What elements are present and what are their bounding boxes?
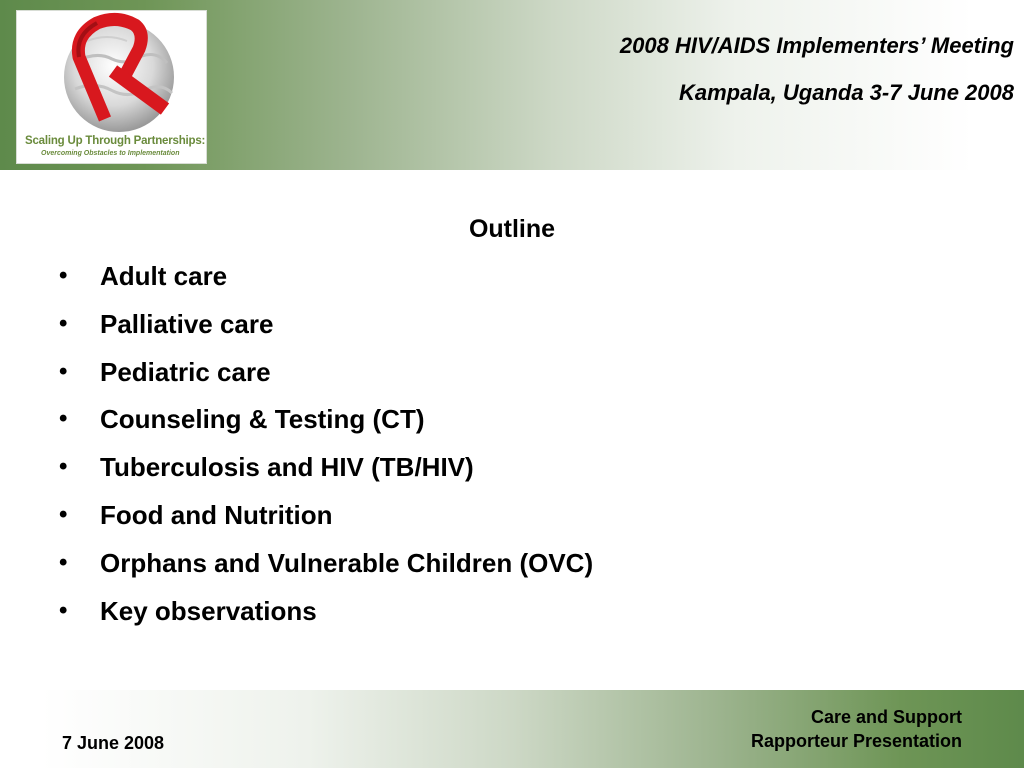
bullet-icon: • bbox=[59, 453, 68, 481]
footer-date: 7 June 2008 bbox=[62, 733, 165, 753]
red-ribbon-globe-icon bbox=[17, 11, 206, 133]
bullet-icon: • bbox=[59, 548, 68, 576]
bullet-icon: • bbox=[59, 262, 68, 289]
list-item bbox=[0, 354, 900, 402]
list-item bbox=[0, 593, 900, 641]
bullet-icon: • bbox=[59, 405, 68, 433]
list-item bbox=[0, 258, 900, 306]
list-item-label: Orphans and Vulnerable Children (OVC) bbox=[100, 547, 594, 578]
meeting-title: 2008 HIV/AIDS Implementers’ Meeting bbox=[619, 33, 1014, 58]
list-item-label: Palliative care bbox=[100, 308, 274, 339]
list-item bbox=[0, 306, 900, 354]
footer-band bbox=[0, 690, 1024, 768]
logo-tagline: Scaling Up Through Partnerships: bbox=[25, 135, 206, 147]
list-item bbox=[0, 497, 900, 545]
footer-presentation-line1: Care and Support bbox=[810, 707, 962, 727]
list-item-label: Key observations bbox=[100, 595, 317, 626]
list-item-label: Adult care bbox=[100, 261, 228, 291]
list-item-label: Food and Nutrition bbox=[100, 499, 333, 530]
list-item-label: Pediatric care bbox=[100, 356, 271, 387]
bullet-icon: • bbox=[59, 500, 68, 528]
page-title: Outline bbox=[468, 215, 556, 243]
list-item-label: Counseling & Testing (CT) bbox=[100, 404, 425, 435]
list-item bbox=[0, 401, 900, 449]
logo-subtagline: Overcoming Obstacles to Implementation bbox=[41, 150, 180, 157]
list-item bbox=[0, 545, 900, 593]
bullet-icon: • bbox=[59, 357, 68, 385]
bullet-icon: • bbox=[59, 309, 68, 337]
meeting-location: Kampala, Uganda 3-7 June 2008 bbox=[678, 80, 1014, 105]
conference-logo bbox=[17, 11, 206, 163]
footer-presentation-line2: Rapporteur Presentation bbox=[750, 731, 962, 751]
bullet-icon: • bbox=[59, 596, 68, 624]
list-item bbox=[0, 449, 900, 497]
outline-list bbox=[0, 258, 900, 640]
list-item-label: Tuberculosis and HIV (TB/HIV) bbox=[100, 452, 474, 483]
